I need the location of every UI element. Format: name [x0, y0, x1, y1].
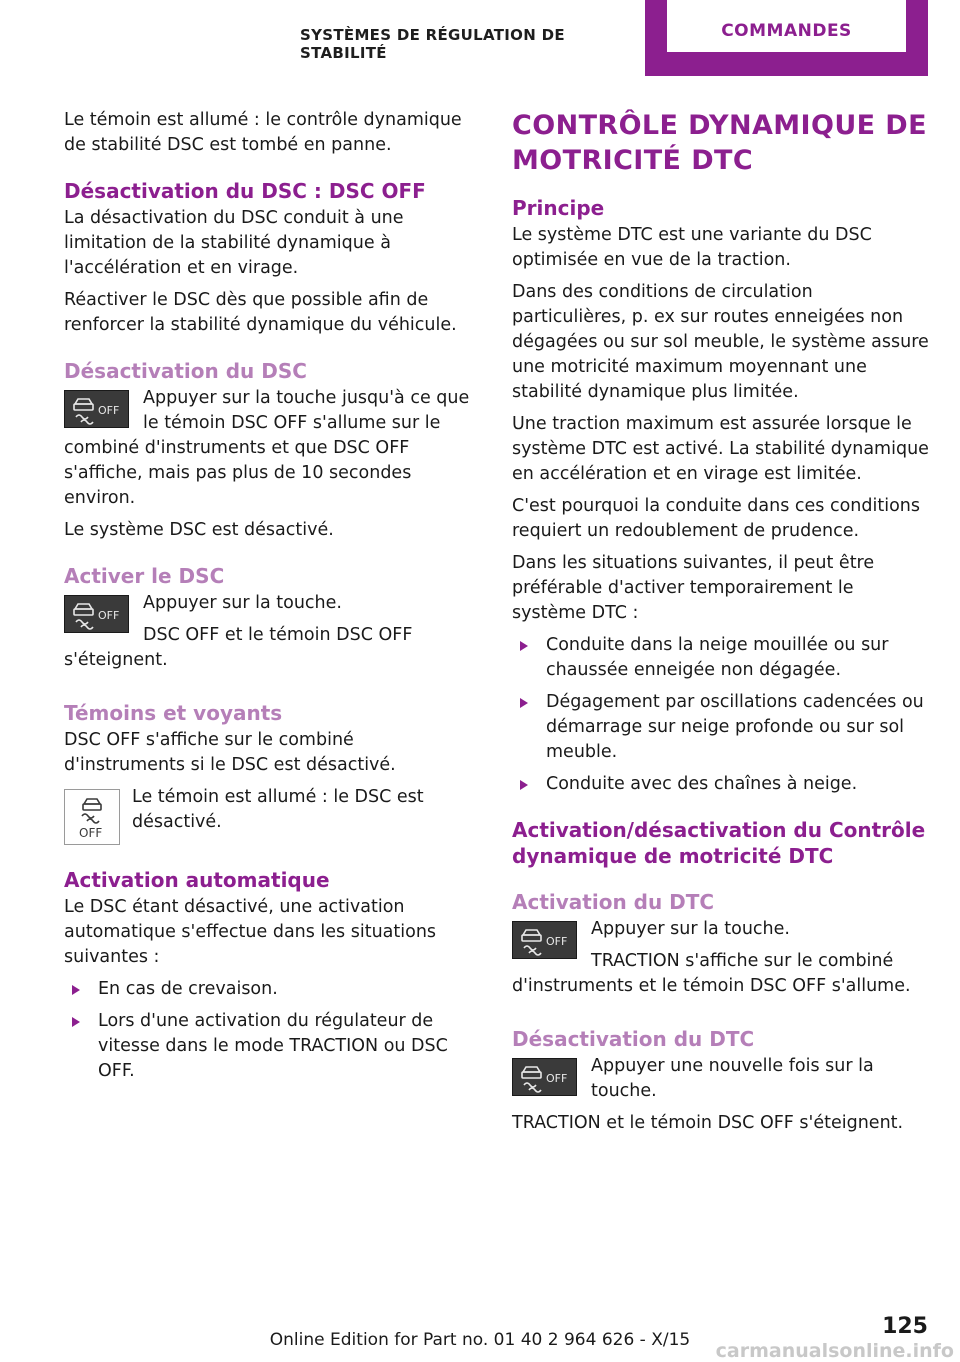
- heading-deactivate-dtc: Désactivation du DTC: [512, 1027, 755, 1051]
- paragraph: TRACTION et le témoin DSC OFF s'éteignent.: [512, 1113, 904, 1133]
- running-header-section: SYSTÈMES DE RÉGULATION DE STABILITÉ: [300, 26, 565, 62]
- paragraph: DSC OFF s'affiche sur le combiné d'instruments si le DSC est désactivé.: [64, 730, 396, 775]
- svg-text:OFF: OFF: [98, 404, 120, 417]
- heading-auto-activation: Activation automatique: [64, 868, 330, 892]
- list-item: Conduite avec des chaînes à neige.: [512, 772, 930, 797]
- instruction-block: [512, 1054, 930, 1111]
- list-item: Conduite dans la neige mouillée ou sur chaussée enneigée non dégagée.: [512, 633, 930, 683]
- paragraph: Appuyer sur la touche.: [591, 919, 790, 939]
- paragraph: Appuyer une nouvelle fois sur la touche.: [591, 1056, 874, 1101]
- paragraph: Appuyer sur la touche jusqu'à ce que le témoin DSC OFF s'allume sur le combiné d'instruments et que DSC OFF s'affiche, mais pas plus de 10 secondes environ.: [64, 388, 470, 508]
- watermark: carmanualsonline.info: [715, 1340, 954, 1362]
- paragraph: C'est pourquoi la conduite dans ces conditions requiert un redoublement de prudence.: [512, 496, 920, 541]
- section-title: CONTRÔLE DYNAMIQUE DE MOTRICITÉ DTC: [512, 110, 927, 176]
- paragraph: Le système DSC est désactivé.: [64, 520, 334, 540]
- paragraph: Appuyer sur la touche.: [143, 593, 342, 613]
- bullet-triangle-icon: [520, 641, 528, 651]
- paragraph: Le témoin est allumé : le DSC est désactivé.: [132, 787, 424, 832]
- bullet-triangle-icon: [520, 780, 528, 790]
- indicator-block: [64, 785, 479, 847]
- paragraph: Dans les situations suivantes, il peut être préférable d'activer temporairement le système DTC :: [512, 553, 875, 623]
- dsc-off-warning-light-icon: [64, 789, 120, 845]
- svg-text:OFF: OFF: [546, 1072, 568, 1085]
- heading-activate-dsc: Activer le DSC: [64, 564, 225, 588]
- bullet-list: [512, 633, 930, 797]
- svg-text:OFF: OFF: [546, 935, 568, 948]
- heading-principle: Principe: [512, 196, 605, 220]
- bullet-triangle-icon: [520, 698, 528, 708]
- paragraph: Réactiver le DSC dès que possible afin de renforcer la stabilité dynamique du véhicule.: [64, 290, 457, 335]
- heading-dsc-off: Désactivation du DSC : DSC OFF: [64, 179, 426, 203]
- right-column: [512, 108, 930, 1143]
- instruction-block: [64, 591, 479, 680]
- svg-text:OFF: OFF: [79, 826, 103, 840]
- paragraph: Le témoin est allumé : le contrôle dynamique de stabilité DSC est tombé en panne.: [64, 110, 462, 155]
- list-item: Lors d'une activation du régulateur de vitesse dans le mode TRACTION ou DSC OFF.: [64, 1009, 479, 1084]
- bullet-triangle-icon: [72, 1017, 80, 1027]
- heading-activate-dtc: Activation du DTC: [512, 890, 715, 914]
- list-item: En cas de crevaison.: [64, 977, 479, 1002]
- left-column: [64, 108, 479, 1091]
- instruction-block: [64, 386, 479, 518]
- svg-text:OFF: OFF: [98, 609, 120, 622]
- dsc-off-button-icon: [512, 1058, 577, 1096]
- paragraph: DSC OFF et le témoin DSC OFF s'éteignent.: [64, 625, 413, 670]
- bullet-list: [64, 977, 479, 1084]
- paragraph: La désactivation du DSC conduit à une limitation de la stabilité dynamique à l'accélération et en virage.: [64, 208, 404, 278]
- dsc-off-button-icon: [512, 921, 577, 959]
- paragraph: Le DSC étant désactivé, une activation automatique s'effectue dans les situations suivantes :: [64, 897, 437, 967]
- paragraph: Le système DTC est une variante du DSC optimisée en vue de la traction.: [512, 225, 872, 270]
- paragraph: TRACTION s'affiche sur le combiné d'instruments et le témoin DSC OFF s'allume.: [512, 951, 911, 996]
- page-number: 125: [882, 1314, 928, 1339]
- footer-edition: Online Edition for Part no. 01 40 2 964 626 - X/15: [269, 1330, 691, 1350]
- heading-indicators: Témoins et voyants: [64, 701, 283, 725]
- dsc-off-button-icon: [64, 390, 129, 428]
- dsc-off-button-icon: [64, 595, 129, 633]
- instruction-block: [512, 917, 930, 1006]
- paragraph: Une traction maximum est assurée lorsque le système DTC est activé. La stabilité dynamique en accélération et en virage est limitée.: [512, 414, 929, 484]
- chapter-tab-label: COMMANDES: [667, 0, 906, 52]
- chapter-tab: [645, 0, 928, 76]
- list-item: Dégagement par oscillations cadencées ou démarrage sur neige profonde ou sur sol meuble.: [512, 690, 930, 765]
- paragraph: Dans des conditions de circulation particulières, p. ex sur routes enneigées non dégagées ou sur sol meuble, le système assure une motricité maximum moyennant une stabilité dynamique plus limitée.: [512, 282, 929, 402]
- heading-deactivation-dsc: Désactivation du DSC: [64, 359, 307, 383]
- bullet-triangle-icon: [72, 985, 80, 995]
- heading-dtc-activation-deactivation: Activation/désactivation du Contrôle dynamique de motricité DTC: [512, 818, 926, 868]
